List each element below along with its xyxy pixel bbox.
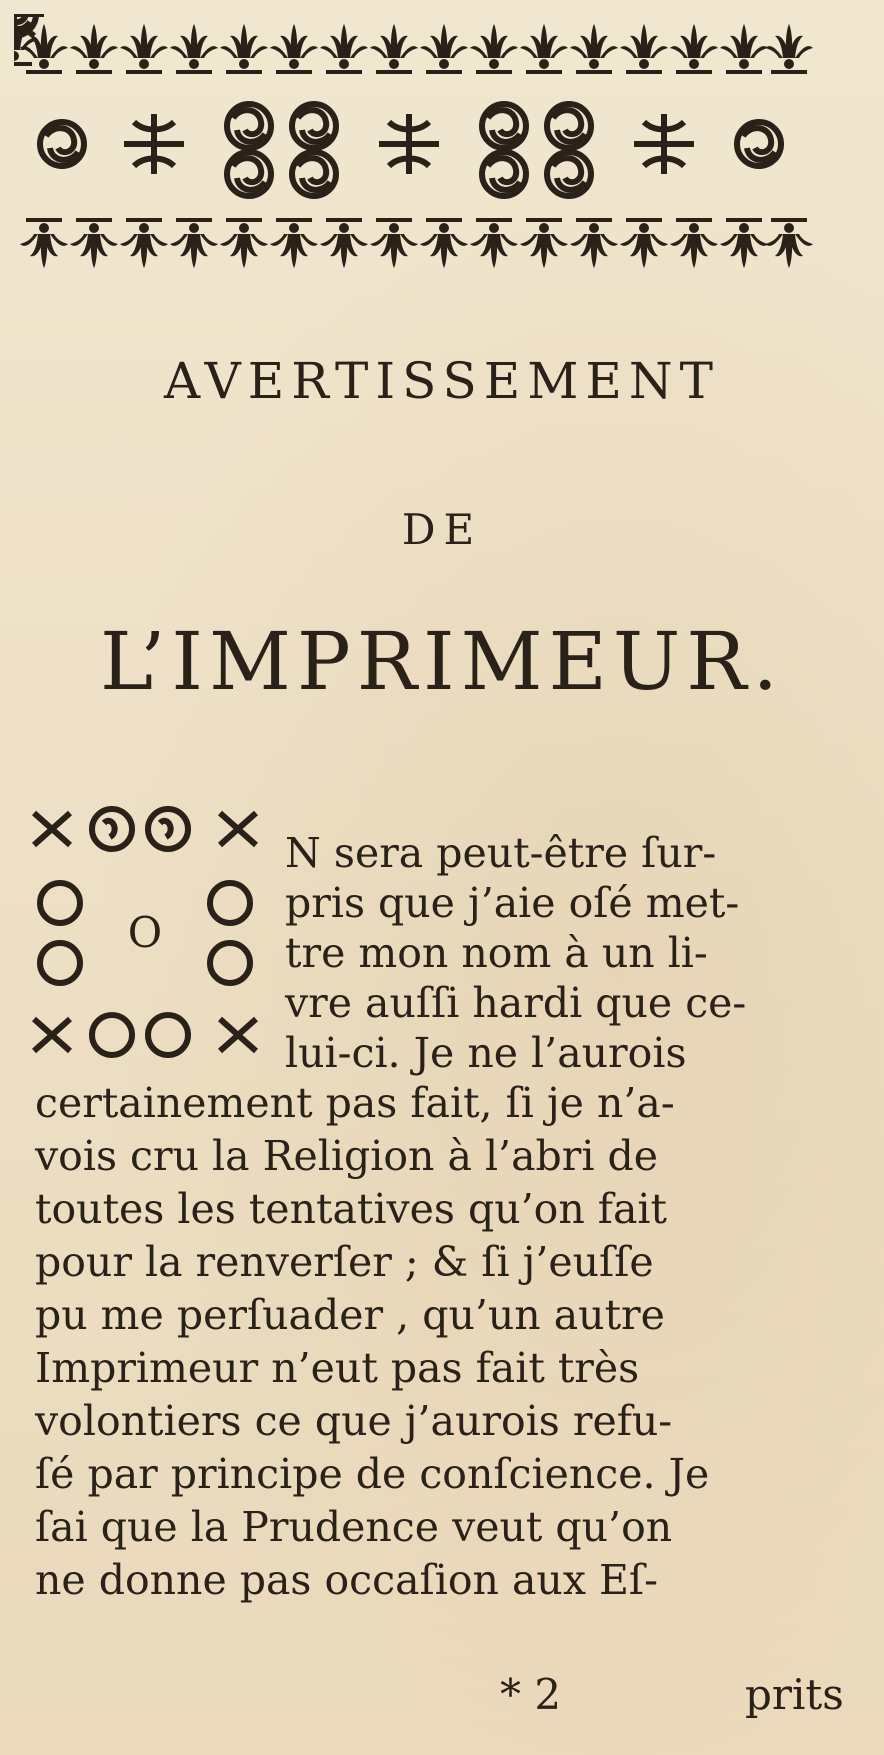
text-line: N sera peut-être ſur- — [285, 829, 717, 877]
catchword: prits — [745, 1670, 844, 1719]
text-line: tre mon nom à un li- — [285, 929, 708, 977]
text-line: volontiers ce que j’aurois refu- — [35, 1397, 673, 1445]
text-line: ſai que la Prudence veut qu’on — [35, 1503, 673, 1551]
title-avertissement: AVERTISSEMENT — [163, 352, 720, 410]
text-line: toutes les tentatives qu’on fait — [35, 1185, 667, 1233]
title-imprimeur: L’IMPRIMEUR. — [100, 615, 784, 708]
text-line: vre auſſi hardi que ce- — [285, 979, 747, 1027]
signature-mark: * 2 — [500, 1670, 562, 1719]
text-line: pour la renverſer ; & ſi j’euſſe — [35, 1238, 654, 1286]
title-de: DE — [401, 505, 483, 554]
text-line: lui-ci. Je ne l’aurois — [285, 1029, 687, 1077]
text-line: Imprimeur n’eut pas fait très — [35, 1344, 640, 1392]
text-line: certainement pas fait, ſi je n’a- — [35, 1079, 675, 1127]
drop-cap-letter: O — [127, 907, 163, 957]
text-line: ſé par principe de conſcience. Je — [35, 1450, 710, 1498]
text-line: ne donne pas occaſion aux Eſ- — [35, 1556, 658, 1604]
text-line: pris que j’aie oſé met- — [285, 879, 740, 927]
ornamental-headpiece — [14, 14, 814, 274]
ornamental-drop-cap — [20, 803, 270, 1061]
text-line: pu me perſuader , qu’un autre — [35, 1291, 665, 1339]
text-line: vois cru la Religion à l’abri de — [35, 1132, 659, 1180]
